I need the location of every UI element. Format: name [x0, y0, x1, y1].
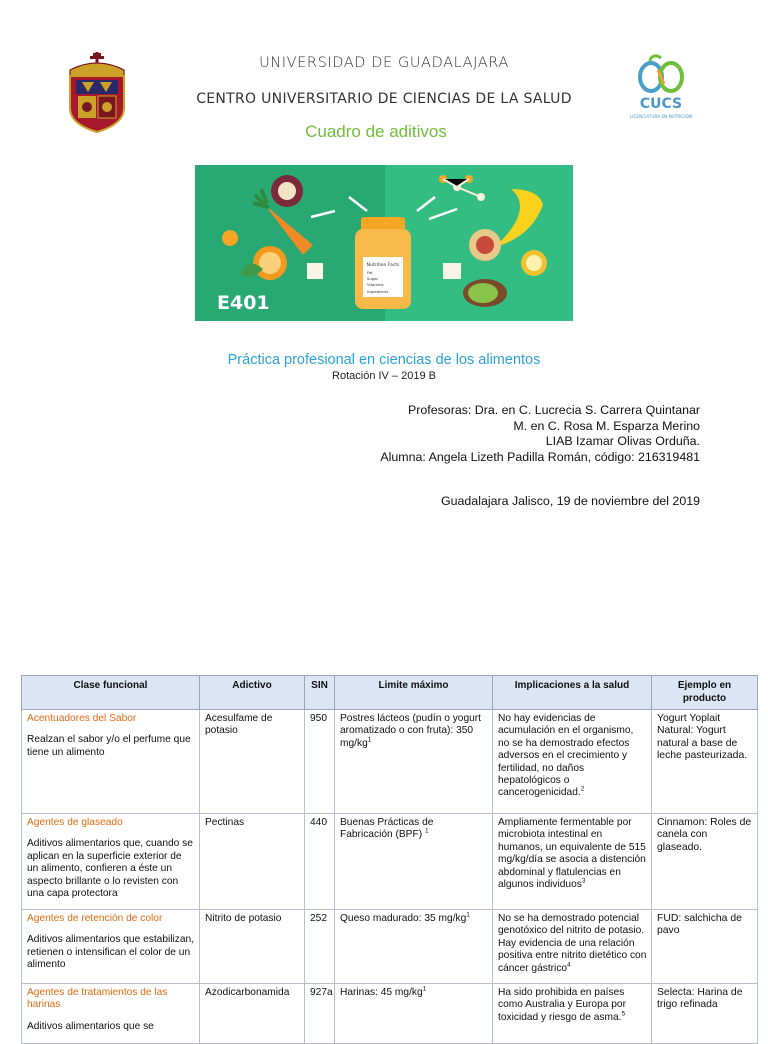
header-ejemplo: Ejemplo en producto [652, 676, 758, 710]
cell-implicaciones [493, 910, 652, 984]
center-name: CENTRO UNIVERSITARIO DE CIENCIAS DE LA SALUD [196, 91, 572, 107]
header-clase-funcional: Clase funcional [22, 676, 200, 710]
limite-text: Queso madurado: 35 mg/kg [340, 913, 467, 924]
cell-clase [22, 814, 200, 910]
cell-ejemplo: Selecta: Harina de trigo refinada [652, 984, 758, 1044]
cell-clase [22, 910, 200, 984]
cell-implicaciones [493, 710, 652, 814]
cell-sin: 950 [305, 710, 335, 814]
cell-clase [22, 710, 200, 814]
rotation-label: Rotación IV – 2019 B [332, 370, 436, 382]
professors-line: Profesoras: Dra. en C. Lucrecia S. Carrera Quintanar [408, 403, 700, 417]
limite-ref: 1 [466, 911, 470, 919]
banner-sugar-label: Sugar [367, 276, 379, 281]
cell-implicaciones [493, 984, 652, 1044]
implicaciones-text: No hay evidencias de acumulación en el organismo, no se ha demostrado efectos adversos en el crecimiento y fertilidad, no daños hepatológicos o cancerogenicidad. [498, 713, 634, 799]
limite-text: Postres lácteos (pudín o yogurt aromatizado o con fruta): 350 mg/kg [340, 713, 482, 749]
place-date: Guadalajara Jalisco, 19 de noviembre del 2019 [441, 494, 700, 508]
cucs-logo-text: CUCS [639, 96, 683, 112]
cell-limite [335, 710, 493, 814]
cell-aditivo: Nitrito de potasio [200, 910, 305, 984]
implicaciones-ref: 4 [567, 961, 571, 969]
clase-name: Acentuadores del Sabor [27, 713, 137, 724]
limite-text: Buenas Prácticas de Fabricación (BPF) [340, 817, 434, 841]
cell-aditivo: Azodicarbonamida [200, 984, 305, 1044]
header-sin: SIN [305, 676, 335, 710]
clase-name: Agentes de glaseado [27, 817, 123, 828]
implicaciones-text: Ampliamente fermentable por microbiota intestinal en humanos, un equivalente de 515 mg/kg/día se asocia a distención abdominal y flatulencias en algunos individuos [498, 817, 646, 891]
implicaciones-text: No se ha demostrado potencial genotóxico del nitrito de potasio. Hay evidencia de una relación positiva entre nitrito dietético con cáncer gástrico [498, 913, 647, 974]
cell-implicaciones [493, 814, 652, 910]
clase-description: Aditivos alimentarios que estabilizan, retienen o intensifican el color de un alimento [27, 934, 195, 971]
document-title: Cuadro de aditivos [305, 122, 447, 141]
limite-text: Harinas: 45 mg/kg [340, 987, 423, 998]
cell-sin: 440 [305, 814, 335, 910]
food-additives-banner-image [195, 165, 573, 321]
authors-block [380, 403, 700, 465]
cell-ejemplo: Cinnamon: Roles de canela con glaseado. [652, 814, 758, 910]
limite-ref: 1 [367, 736, 372, 744]
cell-sin: 252 [305, 910, 335, 984]
header-implicaciones: Implicaciones a la salud [493, 676, 652, 710]
table-row [22, 910, 758, 984]
limite-ref: 1 [422, 985, 427, 993]
clase-name: Agentes de tratamientos de las harinas [27, 987, 168, 1011]
implicaciones-ref: 3 [581, 877, 586, 885]
header-aditivo: Adictivo [200, 676, 305, 710]
banner-fat-label: Fat [367, 270, 373, 275]
table-row [22, 710, 758, 814]
implicaciones-text: Ha sido prohibida en países como Australia y Europa por toxicidad y riesgo de asma. [498, 987, 626, 1023]
clase-name: Agentes de retención de color [27, 913, 163, 924]
implicaciones-ref: 2 [580, 786, 585, 794]
implicaciones-ref: 5 [621, 1010, 626, 1018]
header-limite-maximo: Limite máximo [335, 676, 493, 710]
professor-three-line: LIAB Izamar Olivas Orduña. [545, 434, 700, 449]
university-name: UNIVERSIDAD DE GUADALAJARA [259, 55, 509, 71]
professor-two-line: M. en C. Rosa M. Esparza Merino [513, 418, 700, 433]
additives-table [21, 675, 758, 1044]
banner-additive-code: E401 [217, 292, 270, 314]
banner-vitamins-label: Vitamins [367, 282, 384, 287]
cell-clase [22, 984, 200, 1044]
clase-description: Aditivos alimentarios que, cuando se aplican en la superficie exterior de un alimento, confieren a éste un aspecto brillante o lo revisten con una capa protectora [27, 838, 193, 900]
cell-limite [335, 984, 493, 1044]
limite-ref: 1 [424, 828, 429, 836]
cell-limite [335, 910, 493, 984]
cell-sin: 927a [305, 984, 335, 1044]
cell-ejemplo: FUD: salchicha de pavo [652, 910, 758, 984]
cell-ejemplo: Yogurt Yoplait Natural: Yogurt natural a base de leche pasteurizada. [652, 710, 758, 814]
banner-nutrition-facts-label: Nutrition Facts [366, 263, 400, 268]
practice-title: Práctica profesional en ciencias de los alimentos [227, 352, 541, 368]
banner-ingredients-label: Ingredients [367, 289, 389, 294]
table-row [22, 984, 758, 1044]
table-row [22, 814, 758, 910]
cell-aditivo: Acesulfame de potasio [200, 710, 305, 814]
clase-description: Aditivos alimentarios que se [27, 1020, 154, 1032]
clase-description: Realzan el sabor y/o el perfume que tiene un alimento [27, 734, 191, 758]
cell-limite [335, 814, 493, 910]
cell-aditivo: Pectinas [200, 814, 305, 910]
cucs-logo-subtitle: LICENCIATURA EN NUTRICIÓN [629, 114, 693, 119]
student-line: Alumna: Angela Lizeth Padilla Román, código: 216319481 [380, 449, 700, 464]
table-header-row [22, 676, 758, 710]
